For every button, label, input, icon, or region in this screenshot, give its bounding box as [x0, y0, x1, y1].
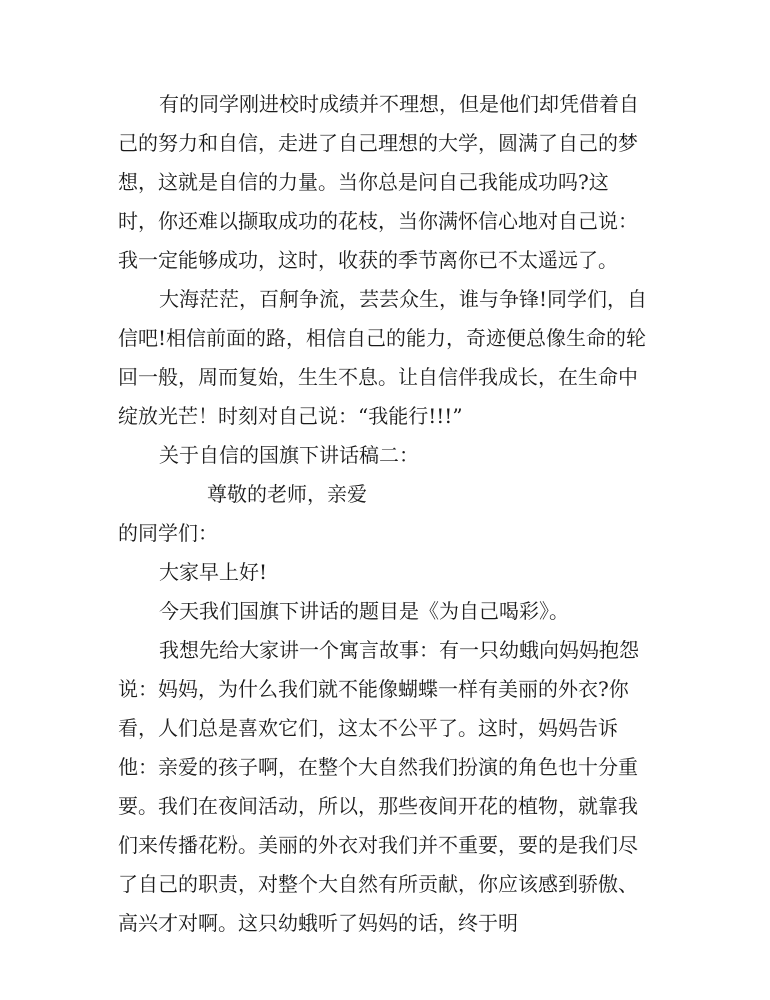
paragraph-believe-yourself: 大海茫茫，百舸争流，芸芸众生，谁与争锋!同学们，自信吧!相信前面的路，相信自己的能力，奇迹便总像生命的轮回一般，周而复始，生生不息。让自信伴我成长，在生命中绽放光芒！时刻对自己说：“我能行!!!” [118, 287, 648, 428]
speech-two-heading [118, 436, 648, 514]
greeting: 大家早上好! [159, 560, 268, 584]
salutation-part-one: 尊敬的老师，亲爱 [207, 482, 367, 506]
speech-topic: 今天我们国旗下讲话的题目是《为自己喝彩》。 [159, 599, 569, 623]
salutation-part-two: 的同学们： [118, 521, 218, 545]
section-title: 关于自信的国旗下讲话稿二： [159, 443, 419, 467]
paragraph-confidence-power: 有的同学刚进校时成绩并不理想，但是他们却凭借着自己的努力和自信，走进了自己理想的大学，圆满了自己的梦想，这就是自信的力量。当你总是问自己我能成功吗?这时，你还难以撷取成功的花枝，当你满怀信心地对自己说：我一定能够成功，这时，收获的季节离你已不太遥远了。 [118, 92, 639, 272]
document-page [118, 85, 648, 943]
paragraph-moth-story: 我想先给大家讲一个寓言故事：有一只幼蛾向妈妈抱怨说：妈妈，为什么我们就不能像蝴蝶一样有美丽的外衣?你看，人们总是喜欢它们，这太不公平了。这时，妈妈告诉他：亲爱的孩子啊，在整个大自然我们扮演的角色也十分重要。我们在夜间活动，所以，那些夜间开花的植物，就靠我们来传播花粉。美丽的外衣对我们并不重要，要的是我们尽了自己的职责，对整个大自然有所贡献，你应该感到骄傲、高兴才对啊。这只幼蛾听了妈妈的话，终于明 [118, 638, 639, 935]
